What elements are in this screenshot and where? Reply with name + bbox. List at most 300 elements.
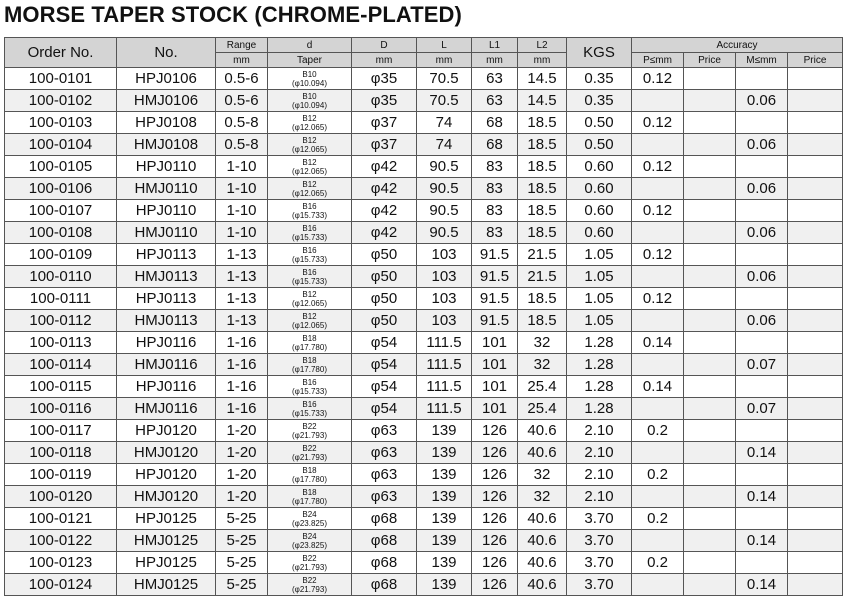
table-row [5,244,843,266]
header-D-unit: mm [352,53,417,68]
weight-cell: 1.28 [567,332,632,354]
range-cell: 5-25 [216,552,268,574]
taper-cell [268,574,352,596]
taper-code: B16 [302,245,317,255]
taper-code: B24 [302,531,317,541]
taper-cell [268,68,352,90]
range-cell: 0.5-8 [216,112,268,134]
table-row [5,156,843,178]
length1-cell: 101 [472,332,518,354]
price-p-cell [684,552,736,574]
accuracy-m-cell [736,552,788,574]
price-m-cell [788,178,843,200]
diameter-cell: φ50 [352,244,417,266]
accuracy-p-cell [632,222,684,244]
price-m-cell [788,200,843,222]
taper-code: B22 [302,421,317,431]
header-L1: L1 [472,38,518,53]
accuracy-p-cell [632,178,684,200]
accuracy-p-cell: 0.2 [632,420,684,442]
range-cell: 5-25 [216,508,268,530]
length2-cell: 40.6 [518,530,567,552]
length-cell: 90.5 [417,200,472,222]
taper-code: B12 [302,135,317,145]
table-row [5,68,843,90]
price-m-cell [788,244,843,266]
taper-cell [268,530,352,552]
accuracy-p-cell [632,442,684,464]
length1-cell: 126 [472,552,518,574]
taper-code: B18 [302,465,317,475]
price-p-cell [684,178,736,200]
taper-cell [268,244,352,266]
accuracy-m-cell [736,200,788,222]
range-cell: 0.5-6 [216,90,268,112]
price-p-cell [684,508,736,530]
length-cell: 139 [417,552,472,574]
order-no-cell: 100-0120 [5,486,117,508]
model-no-cell: HMJ0106 [117,90,216,112]
range-cell: 1-13 [216,288,268,310]
length-cell: 103 [417,288,472,310]
model-no-cell: HMJ0116 [117,354,216,376]
length-cell: 139 [417,530,472,552]
diameter-cell: φ37 [352,112,417,134]
length2-cell: 40.6 [518,420,567,442]
length1-cell: 63 [472,90,518,112]
taper-code: B16 [302,223,317,233]
price-m-cell [788,310,843,332]
order-no-cell: 100-0104 [5,134,117,156]
table-row [5,266,843,288]
length2-cell: 18.5 [518,200,567,222]
taper-code: B10 [302,91,317,101]
accuracy-p-cell: 0.2 [632,508,684,530]
weight-cell: 1.05 [567,288,632,310]
length2-cell: 21.5 [518,266,567,288]
range-cell: 1-13 [216,266,268,288]
model-no-cell: HMJ0113 [117,266,216,288]
model-no-cell: HPJ0116 [117,376,216,398]
table-row [5,464,843,486]
taper-diameter: (φ10.094) [292,78,327,88]
weight-cell: 1.05 [567,266,632,288]
range-cell: 1-16 [216,332,268,354]
taper-cell [268,200,352,222]
model-no-cell: HMJ0110 [117,178,216,200]
price-p-cell [684,112,736,134]
order-no-cell: 100-0102 [5,90,117,112]
taper-code: B10 [302,69,317,79]
model-no-cell: HMJ0116 [117,398,216,420]
price-m-cell [788,574,843,596]
price-m-cell [788,332,843,354]
taper-cell [268,112,352,134]
length2-cell: 40.6 [518,552,567,574]
header-L2-unit: mm [518,53,567,68]
accuracy-p-cell [632,90,684,112]
length1-cell: 91.5 [472,288,518,310]
taper-cell [268,354,352,376]
length2-cell: 14.5 [518,68,567,90]
taper-code: B16 [302,201,317,211]
accuracy-p-cell: 0.14 [632,332,684,354]
accuracy-m-cell: 0.14 [736,442,788,464]
weight-cell: 3.70 [567,508,632,530]
order-no-cell: 100-0122 [5,530,117,552]
price-m-cell [788,464,843,486]
price-m-cell [788,442,843,464]
taper-code: B18 [302,355,317,365]
diameter-cell: φ54 [352,376,417,398]
taper-code: B12 [302,157,317,167]
header-L2: L2 [518,38,567,53]
order-no-cell: 100-0108 [5,222,117,244]
range-cell: 0.5-8 [216,134,268,156]
length2-cell: 18.5 [518,288,567,310]
order-no-cell: 100-0103 [5,112,117,134]
price-p-cell [684,530,736,552]
taper-code: B12 [302,113,317,123]
taper-diameter: (φ15.733) [292,408,327,418]
weight-cell: 1.28 [567,354,632,376]
taper-diameter: (φ23.825) [292,518,327,528]
price-p-cell [684,134,736,156]
weight-cell: 2.10 [567,442,632,464]
taper-cell [268,420,352,442]
taper-diameter: (φ17.780) [292,342,327,352]
diameter-cell: φ63 [352,464,417,486]
order-no-cell: 100-0123 [5,552,117,574]
taper-cell [268,178,352,200]
accuracy-m-cell [736,332,788,354]
price-m-cell [788,508,843,530]
price-p-cell [684,244,736,266]
model-no-cell: HPJ0110 [117,200,216,222]
accuracy-m-cell: 0.06 [736,90,788,112]
price-p-cell [684,486,736,508]
table-row [5,112,843,134]
model-no-cell: HPJ0125 [117,552,216,574]
taper-diameter: (φ12.065) [292,188,327,198]
length1-cell: 68 [472,112,518,134]
price-m-cell [788,354,843,376]
accuracy-m-cell [736,288,788,310]
length-cell: 70.5 [417,68,472,90]
header-range: Range [216,38,268,53]
weight-cell: 0.50 [567,112,632,134]
header-no: No. [117,38,216,68]
diameter-cell: φ50 [352,266,417,288]
table-row [5,420,843,442]
accuracy-m-cell: 0.07 [736,354,788,376]
page-title: MORSE TAPER STOCK (CHROME-PLATED) [4,2,462,27]
length2-cell: 18.5 [518,156,567,178]
weight-cell: 2.10 [567,464,632,486]
header-order-no: Order No. [5,38,117,68]
length1-cell: 91.5 [472,266,518,288]
length1-cell: 101 [472,398,518,420]
taper-code: B12 [302,179,317,189]
taper-diameter: (φ17.780) [292,364,327,374]
taper-cell [268,508,352,530]
length1-cell: 126 [472,508,518,530]
accuracy-m-cell: 0.14 [736,486,788,508]
taper-code: B22 [302,575,317,585]
range-cell: 5-25 [216,530,268,552]
taper-cell [268,90,352,112]
taper-code: B16 [302,267,317,277]
taper-cell [268,222,352,244]
accuracy-p-cell [632,354,684,376]
accuracy-m-cell [736,112,788,134]
price-m-cell [788,288,843,310]
taper-diameter: (φ23.825) [292,540,327,550]
price-p-cell [684,266,736,288]
price-m-cell [788,90,843,112]
price-p-cell [684,90,736,112]
taper-code: B16 [302,399,317,409]
order-no-cell: 100-0101 [5,68,117,90]
diameter-cell: φ42 [352,156,417,178]
diameter-cell: φ63 [352,442,417,464]
taper-code: B18 [302,487,317,497]
diameter-cell: φ35 [352,68,417,90]
table-row [5,508,843,530]
diameter-cell: φ42 [352,222,417,244]
length2-cell: 32 [518,464,567,486]
accuracy-p-cell: 0.2 [632,552,684,574]
header-kgs: KGS [567,38,632,68]
price-m-cell [788,398,843,420]
length-cell: 139 [417,508,472,530]
range-cell: 1-20 [216,420,268,442]
header-accuracy: Accuracy [632,38,843,53]
length2-cell: 32 [518,354,567,376]
accuracy-p-cell: 0.12 [632,200,684,222]
price-p-cell [684,156,736,178]
model-no-cell: HPJ0106 [117,68,216,90]
range-cell: 1-13 [216,244,268,266]
length-cell: 90.5 [417,178,472,200]
weight-cell: 0.35 [567,90,632,112]
price-m-cell [788,530,843,552]
weight-cell: 0.60 [567,156,632,178]
accuracy-m-cell [736,156,788,178]
accuracy-p-cell: 0.12 [632,288,684,310]
taper-cell [268,442,352,464]
table-row [5,398,843,420]
table-row [5,332,843,354]
price-m-cell [788,420,843,442]
length1-cell: 83 [472,222,518,244]
length-cell: 70.5 [417,90,472,112]
length-cell: 139 [417,464,472,486]
range-cell: 1-20 [216,464,268,486]
taper-cell [268,486,352,508]
weight-cell: 3.70 [567,530,632,552]
taper-diameter: (φ21.793) [292,452,327,462]
length1-cell: 101 [472,354,518,376]
price-p-cell [684,354,736,376]
length2-cell: 18.5 [518,134,567,156]
taper-diameter: (φ12.065) [292,298,327,308]
weight-cell: 2.10 [567,486,632,508]
price-m-cell [788,112,843,134]
model-no-cell: HPJ0120 [117,420,216,442]
order-no-cell: 100-0107 [5,200,117,222]
taper-diameter: (φ17.780) [292,496,327,506]
model-no-cell: HMJ0120 [117,486,216,508]
model-no-cell: HPJ0113 [117,288,216,310]
order-no-cell: 100-0115 [5,376,117,398]
price-m-cell [788,156,843,178]
taper-diameter: (φ12.065) [292,166,327,176]
length-cell: 90.5 [417,222,472,244]
header-D: D [352,38,417,53]
length1-cell: 126 [472,530,518,552]
table-header [5,38,843,68]
length2-cell: 40.6 [518,574,567,596]
price-m-cell [788,68,843,90]
table-row [5,552,843,574]
accuracy-p-cell [632,486,684,508]
taper-diameter: (φ12.065) [292,144,327,154]
model-no-cell: HMJ0108 [117,134,216,156]
weight-cell: 3.70 [567,574,632,596]
weight-cell: 0.35 [567,68,632,90]
diameter-cell: φ68 [352,508,417,530]
length1-cell: 126 [472,486,518,508]
length2-cell: 18.5 [518,222,567,244]
length-cell: 103 [417,244,472,266]
length2-cell: 40.6 [518,508,567,530]
table-row [5,222,843,244]
order-no-cell: 100-0106 [5,178,117,200]
accuracy-p-cell [632,310,684,332]
taper-code: B12 [302,289,317,299]
taper-cell [268,134,352,156]
order-no-cell: 100-0116 [5,398,117,420]
diameter-cell: φ37 [352,134,417,156]
length-cell: 139 [417,486,472,508]
order-no-cell: 100-0117 [5,420,117,442]
model-no-cell: HPJ0110 [117,156,216,178]
length1-cell: 91.5 [472,310,518,332]
diameter-cell: φ54 [352,332,417,354]
diameter-cell: φ68 [352,530,417,552]
model-no-cell: HPJ0108 [117,112,216,134]
diameter-cell: φ68 [352,574,417,596]
price-m-cell [788,376,843,398]
diameter-cell: φ68 [352,552,417,574]
price-p-cell [684,398,736,420]
order-no-cell: 100-0113 [5,332,117,354]
taper-cell [268,288,352,310]
accuracy-p-cell: 0.12 [632,244,684,266]
header-p-mm: P≤mm [632,53,684,68]
order-no-cell: 100-0114 [5,354,117,376]
accuracy-m-cell [736,508,788,530]
accuracy-m-cell [736,420,788,442]
diameter-cell: φ54 [352,354,417,376]
length1-cell: 126 [472,464,518,486]
taper-code: B22 [302,553,317,563]
length1-cell: 126 [472,442,518,464]
taper-diameter: (φ15.733) [292,386,327,396]
accuracy-m-cell [736,244,788,266]
taper-code: B22 [302,443,317,453]
model-no-cell: HMJ0125 [117,574,216,596]
accuracy-p-cell: 0.12 [632,112,684,134]
header-m-mm: M≤mm [736,53,788,68]
diameter-cell: φ35 [352,90,417,112]
range-cell: 1-16 [216,376,268,398]
taper-cell [268,310,352,332]
accuracy-p-cell [632,398,684,420]
length-cell: 111.5 [417,398,472,420]
model-no-cell: HPJ0116 [117,332,216,354]
model-no-cell: HMJ0120 [117,442,216,464]
taper-diameter: (φ15.733) [292,232,327,242]
price-m-cell [788,222,843,244]
model-no-cell: HPJ0125 [117,508,216,530]
table-row [5,288,843,310]
diameter-cell: φ42 [352,200,417,222]
price-m-cell [788,134,843,156]
table-row [5,134,843,156]
order-no-cell: 100-0110 [5,266,117,288]
table-row [5,354,843,376]
accuracy-m-cell: 0.06 [736,266,788,288]
order-no-cell: 100-0121 [5,508,117,530]
range-cell: 5-25 [216,574,268,596]
length-cell: 103 [417,266,472,288]
accuracy-p-cell: 0.14 [632,376,684,398]
diameter-cell: φ63 [352,420,417,442]
length-cell: 111.5 [417,332,472,354]
length1-cell: 83 [472,178,518,200]
length-cell: 111.5 [417,354,472,376]
taper-diameter: (φ17.780) [292,474,327,484]
taper-diameter: (φ15.733) [292,210,327,220]
weight-cell: 1.05 [567,244,632,266]
length2-cell: 18.5 [518,112,567,134]
table-row [5,376,843,398]
accuracy-p-cell: 0.12 [632,156,684,178]
price-p-cell [684,574,736,596]
range-cell: 1-10 [216,200,268,222]
price-p-cell [684,464,736,486]
length-cell: 74 [417,112,472,134]
price-p-cell [684,288,736,310]
taper-code: B24 [302,509,317,519]
price-p-cell [684,222,736,244]
header-d-taper: Taper [268,53,352,68]
diameter-cell: φ50 [352,310,417,332]
diameter-cell: φ54 [352,398,417,420]
accuracy-m-cell: 0.14 [736,574,788,596]
weight-cell: 0.60 [567,178,632,200]
length-cell: 90.5 [417,156,472,178]
taper-diameter: (φ15.733) [292,276,327,286]
order-no-cell: 100-0112 [5,310,117,332]
model-no-cell: HMJ0113 [117,310,216,332]
taper-code: B18 [302,333,317,343]
taper-diameter: (φ21.793) [292,584,327,594]
diameter-cell: φ63 [352,486,417,508]
accuracy-p-cell [632,266,684,288]
